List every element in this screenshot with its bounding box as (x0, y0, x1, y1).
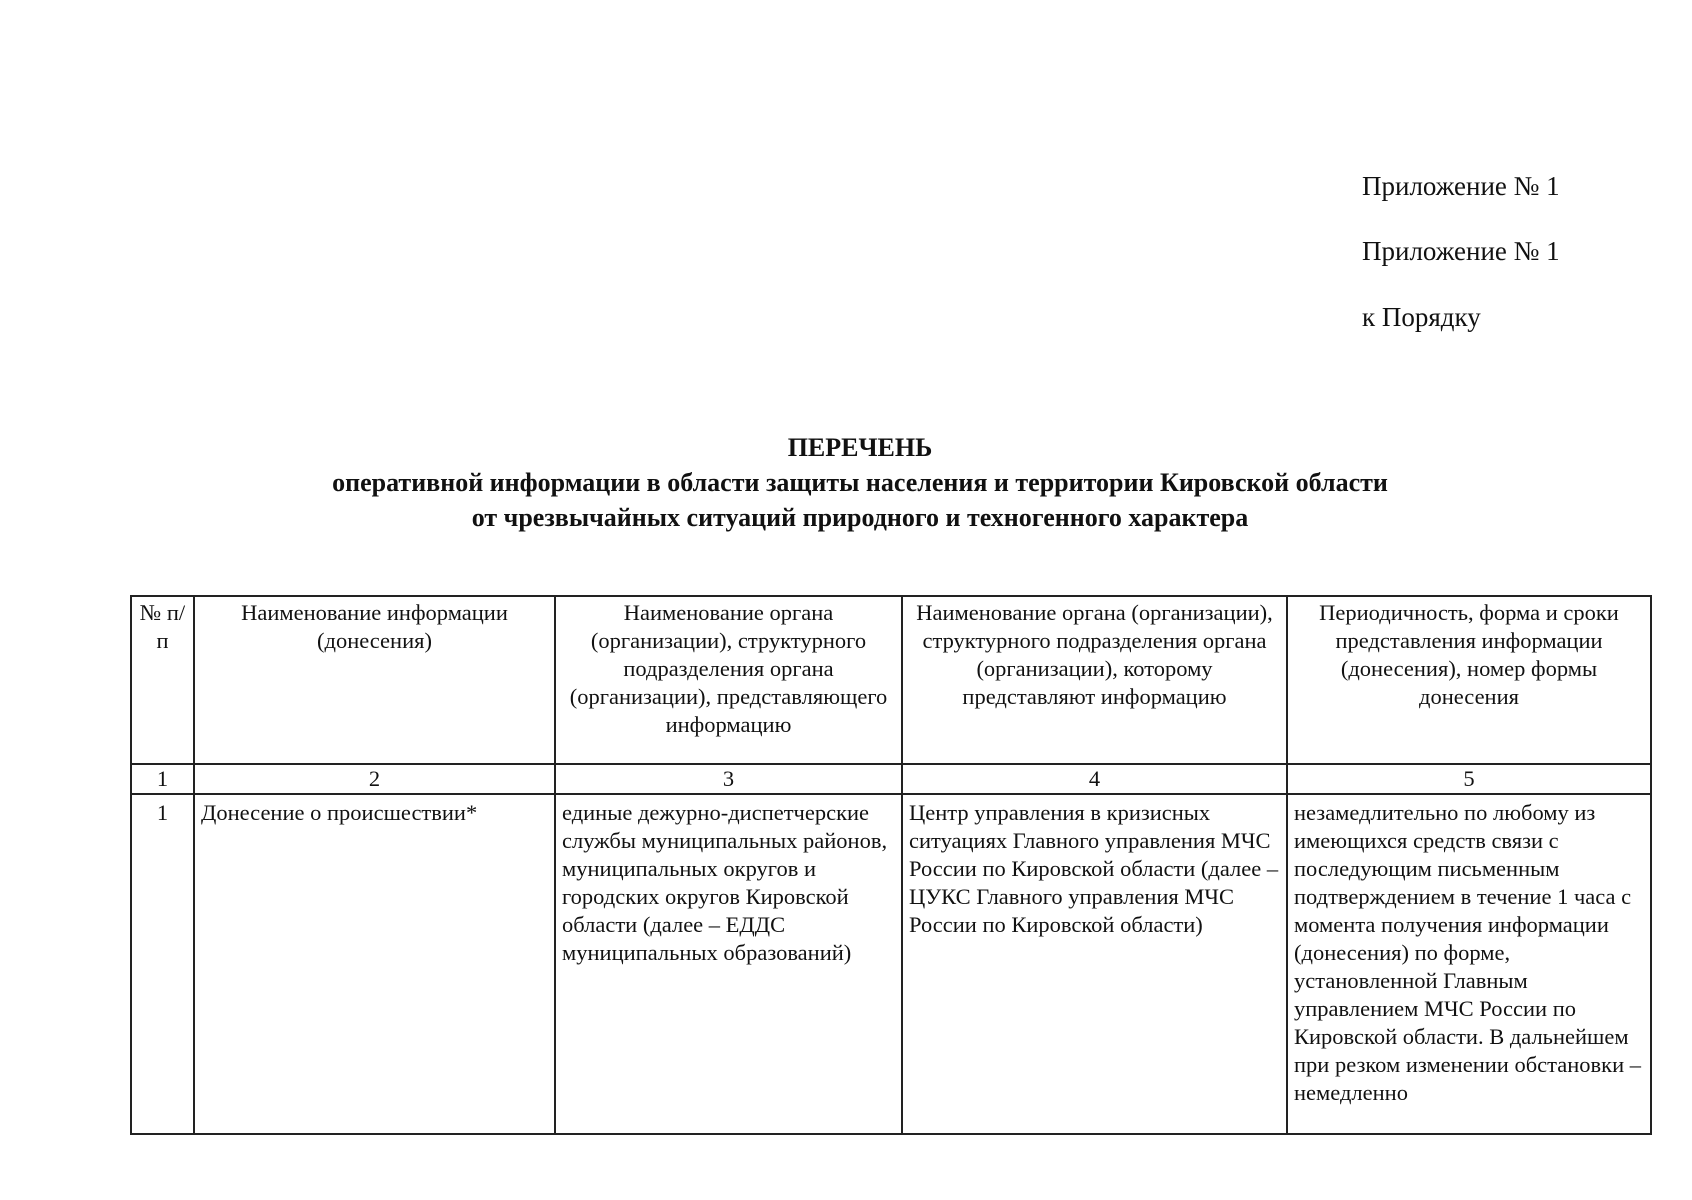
row-provider: единые дежурно-диспетчерские службы муниципальных районов, муниципальных округов и городских округов Кировской области (далее – ЕДДС муниципальных образований) (555, 794, 902, 1134)
title-line-1: оперативной информации в области защиты населения и территории Кировской области (332, 468, 1388, 497)
title-main: ПЕРЕЧЕНЬ (787, 433, 933, 462)
row-info-name: Донесение о происшествии* (194, 794, 555, 1134)
column-number-row (131, 764, 1651, 794)
appendix-label-2: Приложение № 1 (1362, 236, 1560, 266)
header-periodicity: Периодичность, форма и сроки представления информации (донесения), номер формы донесения (1287, 596, 1651, 764)
title-line-2: от чрезвычайных ситуаций природного и техногенного характера (471, 503, 1249, 532)
appendix-label-1: Приложение № 1 (1362, 171, 1560, 201)
header-recipient: Наименование органа (организации), структурного подразделения органа (организации), которому представляют информацию (902, 596, 1287, 764)
row-periodicity: незамедлительно по любому из имеющихся средств связи с последующим письменным подтверждением в течение 1 часа с момента получения информации (донесения) по форме, установленной Главным управлением МЧС России по Кировской области. В дальнейшем при резком изменении обстановки – немедленно (1287, 794, 1651, 1134)
table-row (131, 794, 1651, 1134)
row-recipient: Центр управления в кризисных ситуациях Главного управления МЧС России по Кировской области (далее – ЦУКС Главного управления МЧС России по Кировской области) (902, 794, 1287, 1134)
column-number: 2 (194, 764, 555, 794)
header-provider: Наименование органа (организации), структурного подразделения органа (организации), представляющего информацию (555, 596, 902, 764)
header-number: № п/п (131, 596, 194, 764)
row-number: 1 (131, 794, 194, 1134)
info-table (130, 595, 1652, 1135)
column-number: 1 (131, 764, 194, 794)
column-number: 3 (555, 764, 902, 794)
order-reference: к Порядку (1362, 302, 1481, 332)
table-header-row (131, 596, 1651, 764)
document-title (240, 430, 1480, 535)
column-number: 5 (1287, 764, 1651, 794)
header-info-name: Наименование информации (донесения) (194, 596, 555, 764)
column-number: 4 (902, 764, 1287, 794)
